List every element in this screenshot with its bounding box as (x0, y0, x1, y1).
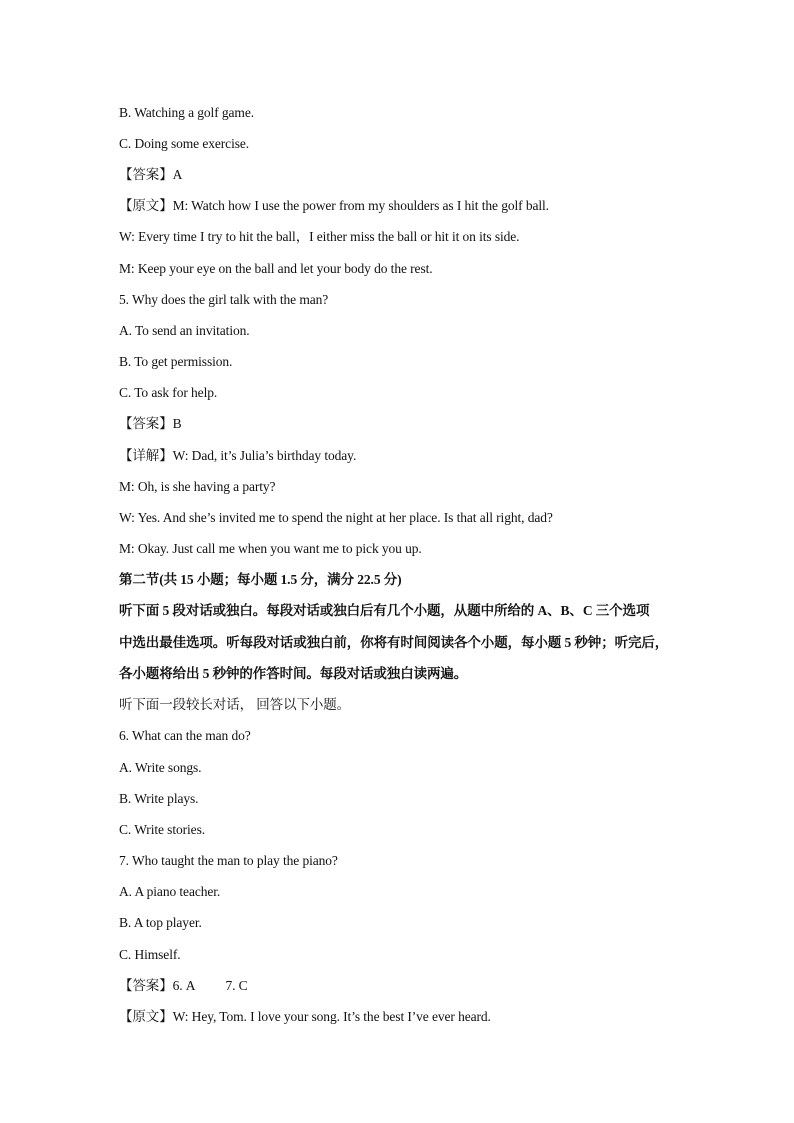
question-6-option-b: B. Write plays. (119, 791, 199, 806)
transcript-4-line-3: M: Keep your eye on the ball and let your body do the rest. (119, 261, 433, 276)
question-5: 5. Why does the girl talk with the man? (119, 292, 329, 307)
answer-7: 7. C (225, 978, 248, 993)
question-7-option-c: C. Himself. (119, 947, 181, 962)
question-7-option-a: A. A piano teacher. (119, 884, 221, 899)
option-b-golf: B. Watching a golf game. (119, 105, 254, 120)
question-5-option-b: B. To get permission. (119, 354, 233, 369)
explanation-5-line-3: W: Yes. And she’s invited me to spend the night at her place. Is that all right, dad? (119, 510, 553, 525)
question-6: 6. What can the man do? (119, 728, 251, 743)
question-7-option-b: B. A top player. (119, 915, 202, 930)
transcript-4-line-1: 【原文】M: Watch how I use the power from my shoulders as I hit the golf ball. (119, 198, 549, 213)
instructions-line-1: 听下面 5 段对话或独白。每段对话或独白后有几个小题，从题中所给的 A、B、C 三个选项 (119, 603, 650, 618)
answer-6: 【答案】6. A (119, 978, 196, 993)
question-5-option-a: A. To send an invitation. (119, 323, 250, 338)
question-6-option-c: C. Write stories. (119, 822, 205, 837)
option-c-exercise: C. Doing some exercise. (119, 136, 250, 151)
answers-6-7 (119, 977, 248, 995)
explanation-5-line-2: M: Oh, is she having a party? (119, 479, 276, 494)
transcript-4-line-2: W: Every time I try to hit the ball，I either miss the ball or hit it on its side. (119, 229, 520, 244)
dialogue-intro: 听下面一段较长对话， 回答以下小题。 (119, 697, 351, 712)
instructions-line-3: 各小题将给出 5 秒钟的作答时间。每段对话或独白读两遍。 (119, 666, 468, 681)
explanation-5-line-4: M: Okay. Just call me when you want me to pick you up. (119, 541, 422, 556)
section-2-heading: 第二节(共 15 小题；每小题 1.5 分，满分 22.5 分) (119, 572, 402, 587)
answer-4: 【答案】A (119, 167, 183, 182)
question-5-option-c: C. To ask for help. (119, 385, 218, 400)
question-7: 7. Who taught the man to play the piano? (119, 853, 338, 868)
answer-5: 【答案】B (119, 416, 182, 431)
instructions-line-2: 中选出最佳选项。听每段对话或独白前，你将有时间阅读各个小题，每小题 5 秒钟；听完后， (119, 635, 669, 650)
explanation-5-line-1: 【详解】W: Dad, it’s Julia’s birthday today. (119, 448, 357, 463)
transcript-6-line-1: 【原文】W: Hey, Tom. I love your song. It’s the best I’ve ever heard. (119, 1009, 491, 1024)
question-6-option-a: A. Write songs. (119, 760, 202, 775)
